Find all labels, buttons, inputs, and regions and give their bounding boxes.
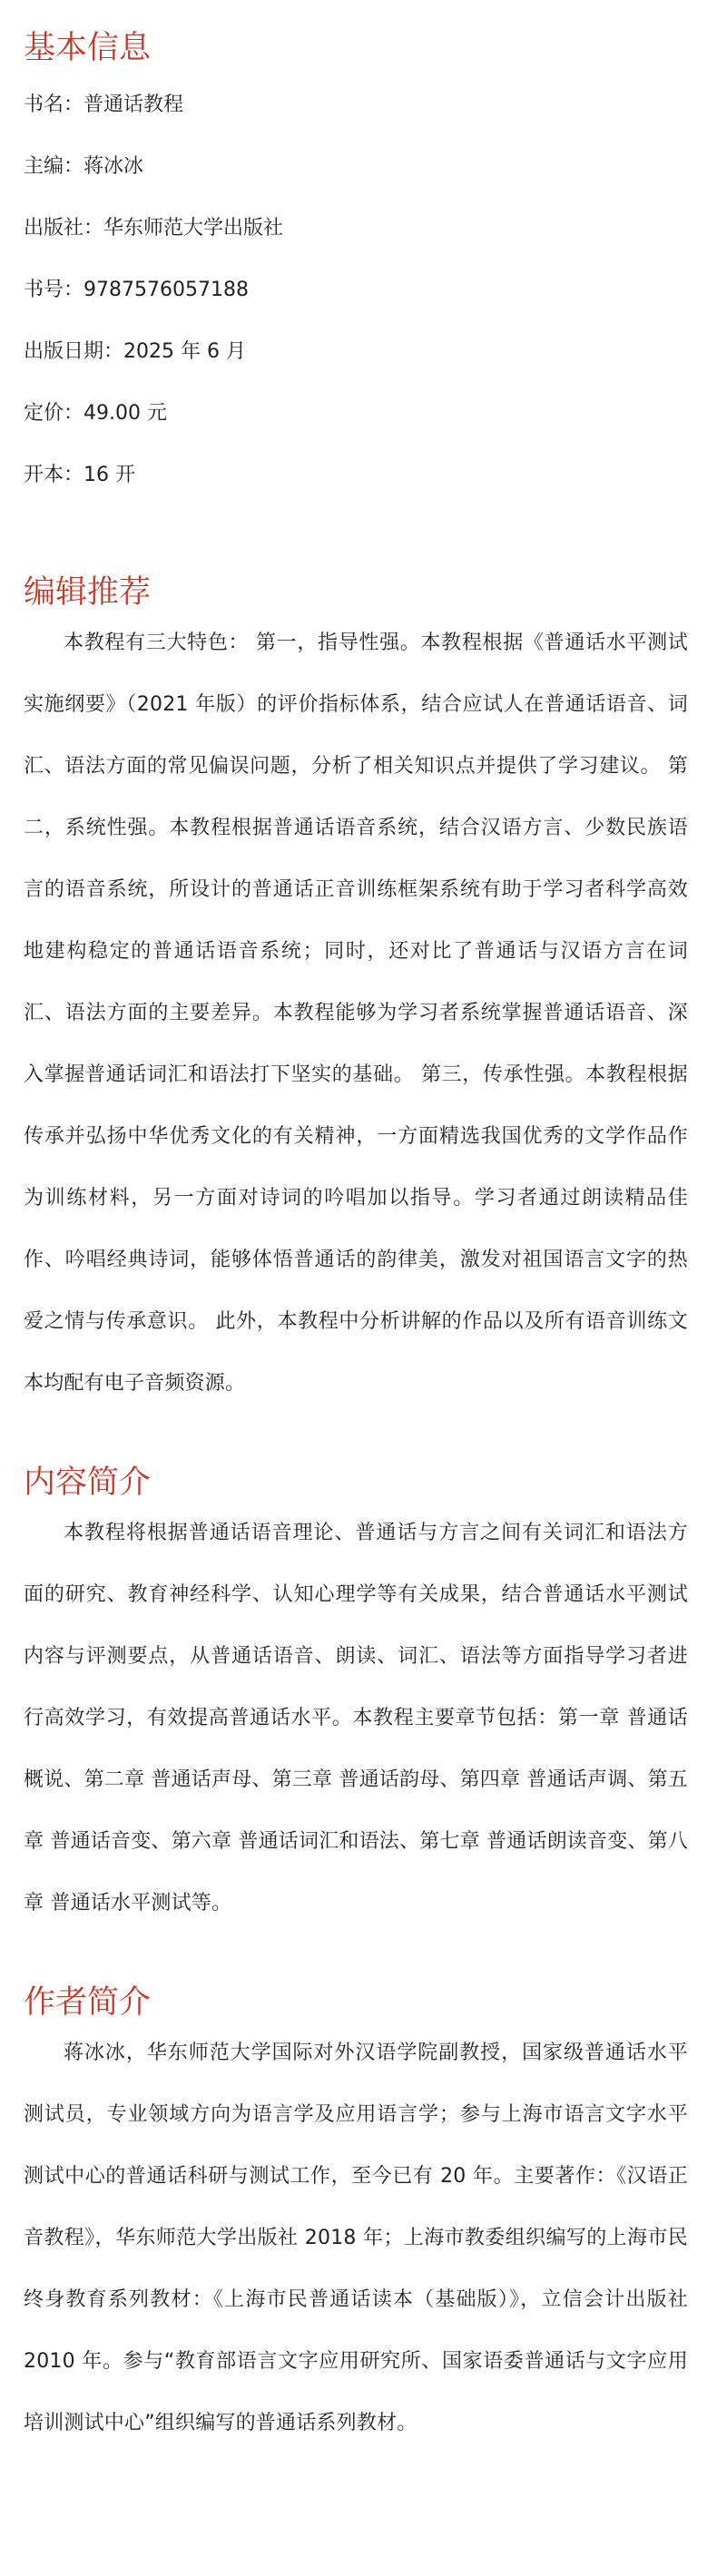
author-intro-section — [24, 1934, 688, 2454]
price-line: 定价：49.00 元 — [24, 402, 167, 425]
format-line: 开本：16 开 — [24, 464, 135, 486]
publisher-line: 出版社：华东师范大学出版社 — [24, 217, 284, 240]
isbn-line: 书号：9787576057188 — [24, 279, 249, 301]
basic-info-section — [24, 0, 688, 485]
editor-recommendation-section — [24, 485, 688, 1415]
publish-date-line: 出版日期：2025 年 6 月 — [24, 340, 246, 363]
editor-recommendation-heading: 编辑推荐 — [24, 574, 152, 611]
editor-line: 主编：蒋冰冰 — [24, 155, 144, 178]
content-summary-text: 本教程将根据普通话语音理论、普通话与方言之间有关词汇和语法方面的研究、教育神经科学、认知心理学等有关成果，结合普通话水平测试内容与评测要点，从普通话语音、朗读、词汇、语法等方面指导学习者进行高效学习，有效提高普通话水平。本教程主要章节包括：第一章 普通话概说、第二章 普通话声母、第三章 普通话韵母、第四章 普通话声调、第五章 普通话音变、第六章 普通话词汇和语法、第七章 普通话朗读音变、第八章 普通话水平测试等。 — [24, 1522, 688, 1915]
content-summary-heading: 内容简介 — [24, 1464, 152, 1501]
content-summary-section — [24, 1415, 688, 1934]
basic-info-heading: 基本信息 — [24, 30, 152, 66]
author-intro-text: 蒋冰冰，华东师范大学国际对外汉语学院副教授，国家级普通话水平测试员，专业领域方向为语言学及应用语言学；参与上海市语言文字水平测试中心的普通话科研与测试工作，至今已有 20 年。主要著作：《汉语正音教程》，华东师范大学出版社 2018 年；上海市教委组织编写的上海市民终身教育系列教材：《上海市民普通话读本（基础版）》，立信会计出版社 2010 年。参与“教育部语言文字应用研究所、国家语委普通话与文字应用培训测试中心”组织编写的普通话系列教材。 — [24, 2042, 688, 2434]
book-title-line: 书名：普通话教程 — [24, 93, 184, 116]
editor-recommendation-text: 本教程有三大特色： 第一，指导性强。本教程根据《普通话水平测试实施纲要》（2021 年版）的评价指标体系，结合应试人在普通话语音、词汇、语法方面的常见偏误问题，分析了相关知识点并提供了学习建议。 第二，系统性强。本教程根据普通话语音系统，结合汉语方言、少数民族语言的语音系统，所设计的普通话正音训练框架系统有助于学习者科学高效地建构稳定的普通话语音系统；同时，还对比了普通话与汉语方言在词汇、语法方面的主要差异。本教程能够为学习者系统掌握普通话语音、深入掌握普通话词汇和语法打下坚实的基础。 第三，传承性强。本教程根据传承并弘扬中华优秀文化的有关精神，一方面精选我国优秀的文学作品作为训练材料，另一方面对诗词的吟唱加以指导。学习者通过朗读精品佳作、吟唱经典诗词，能够体悟普通话的韵律美，激发对祖国语言文字的热爱之情与传承意识。 此外，本教程中分析讲解的作品以及所有语音训练文本均配有电子音频资源。 — [24, 632, 688, 1395]
author-intro-heading: 作者简介 — [24, 1984, 152, 2021]
